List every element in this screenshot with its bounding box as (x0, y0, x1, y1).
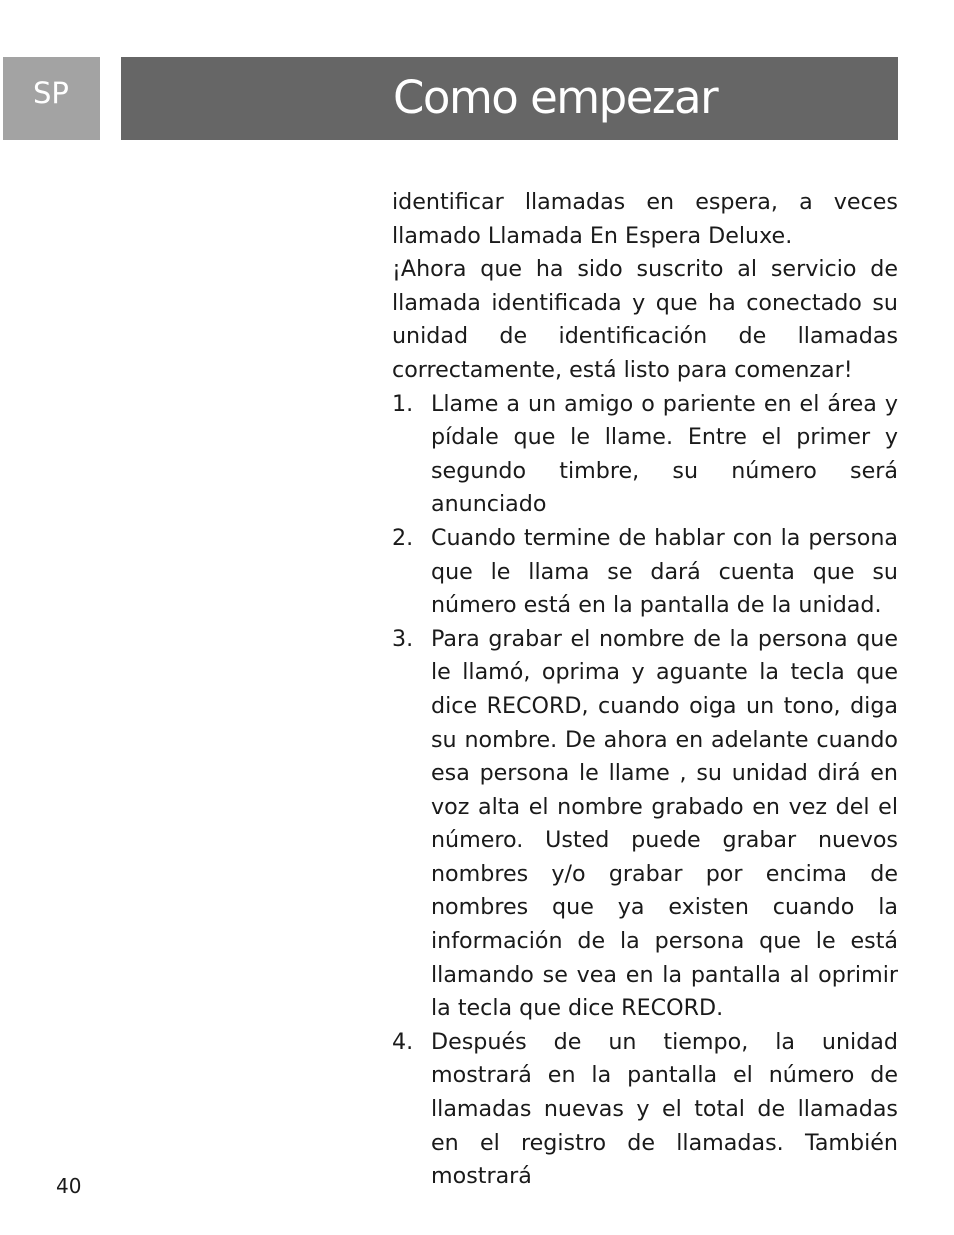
page-number: 40 (56, 1174, 82, 1198)
step-text: Cuando termine de hablar con la persona que le llama se dará cuenta que su número está en la pantalla de la unidad. (431, 524, 898, 619)
step-number: 4. (392, 1028, 414, 1055)
step-number: 3. (392, 625, 414, 652)
step-text: Para grabar el nombre de la persona que le llamó, oprima y aguante la tecla que dice RECORD, cuando oiga un tono, diga su nombre. De ahora en adelante cuando esa persona le llame , su unidad dirá en voz alta el nombre grabado en vez del el número. Usted puede grabar nuevos nombres y/o grabar por encima de nombres que ya existen cuando la información de la persona que le está llamando se vea en la pantalla al oprimir la tecla que dice RECORD. (431, 625, 898, 1022)
language-tab-label: SP (33, 76, 69, 110)
title-bar (121, 57, 898, 140)
steps-list (392, 388, 898, 1194)
step-item (392, 1026, 898, 1194)
step-item (392, 522, 898, 623)
step-item (392, 623, 898, 1026)
ready-paragraph: ¡Ahora que ha sido suscrito al servicio de llamada identificada y que ha conectado su unidad de identificación de llamadas correctamente, está listo para comenzar! (392, 256, 898, 383)
language-tab (3, 57, 100, 140)
page-title: Como empezar (393, 71, 718, 124)
step-number: 2. (392, 524, 414, 551)
body-text (392, 186, 898, 1194)
intro-paragraph: identificar llamadas en espera, a veces llamado Llamada En Espera Deluxe. (392, 189, 898, 249)
step-text: Después de un tiempo, la unidad mostrará en la pantalla el número de llamadas nuevas y el total de llamadas en el registro de llamadas. También mostrará (431, 1028, 898, 1190)
step-number: 1. (392, 390, 414, 417)
step-text: Llame a un amigo o pariente en el área y pídale que le llame. Entre el primer y segundo timbre, su número será anunciado (431, 390, 898, 518)
step-item (392, 388, 898, 522)
